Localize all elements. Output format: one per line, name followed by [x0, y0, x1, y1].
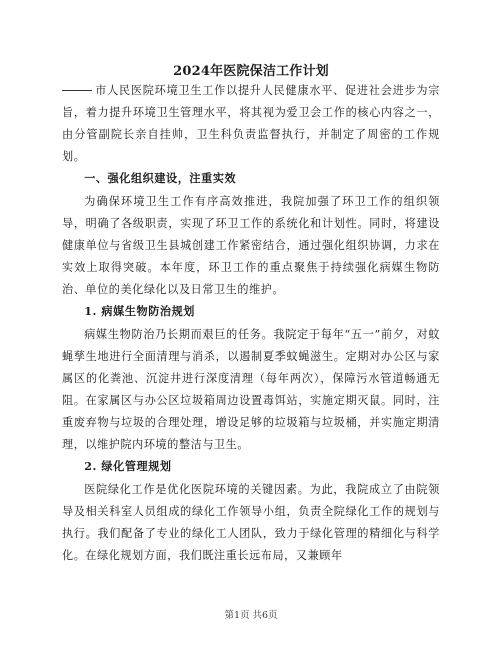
- section-paragraph-1: 为确保环境卫生工作有序高效推进，我院加强了环卫工作的组织领导，明确了各级职责，实现了环卫工作的系统化和计划性。同时，将建设健康单位与省级卫生县城创建工作紧密结合，通过强化组织协调，力求在实效上取得突破。本年度，环卫工作的重点聚焦于持续强化病媒生物防治、单位的美化绿化以及日常卫生的维护。: [62, 194, 440, 297]
- blank-underline: [62, 89, 92, 91]
- page-footer: 第1页 共6页: [224, 610, 278, 621]
- subsection-paragraph-1: 病媒生物防治乃长期而艰巨的任务。我院定于每年“五一”前夕，对蚊蝇孳生地进行全面清理与消杀，以遏制夏季蚊蝇滋生。定期对办公区与家属区的化粪池、沉淀井进行深度清理（每年两次），保障污水管道畅通无阻。在家属区与办公区垃圾箱周边设置毒饵站，实施定期灭鼠。同时，注重废弃物与垃圾的合理处理，增设足够的垃圾箱与垃圾桶，并实施定期清理，以维护院内环境的整洁与卫生。: [62, 327, 440, 452]
- document-body: [62, 80, 440, 567]
- subsection-heading-2: 2. 绿化管理规划: [84, 460, 172, 474]
- subsection-heading-1: 1. 病媒生物防治规划: [84, 305, 195, 319]
- section-heading-1: 一、强化组织建设，注重实效: [84, 172, 237, 186]
- document-title: 2024年医院保洁工作计划: [173, 64, 329, 79]
- subsection-paragraph-2: 医院绿化工作是优化医院环境的关键因素。为此，我院成立了由院领导及相关科室人员组成的绿化工作领导小组，负责全院绿化工作的规划与执行。我们配备了专业的绿化工人团队，致力于绿化管理的精细化与科学化。在绿化规划方面，我们既注重长远布局，又兼顾年: [62, 482, 440, 563]
- intro-text: 市人民医院环境卫生工作以提升人民健康水平、促进社会进步为宗旨，着力提升环境卫生管理水平，将其视为爱卫会工作的核心内容之一，由分管副院长亲自挂帅，卫生科负责监督执行，并制定了周密的工作规划。: [62, 84, 440, 164]
- intro-paragraph: [62, 80, 440, 168]
